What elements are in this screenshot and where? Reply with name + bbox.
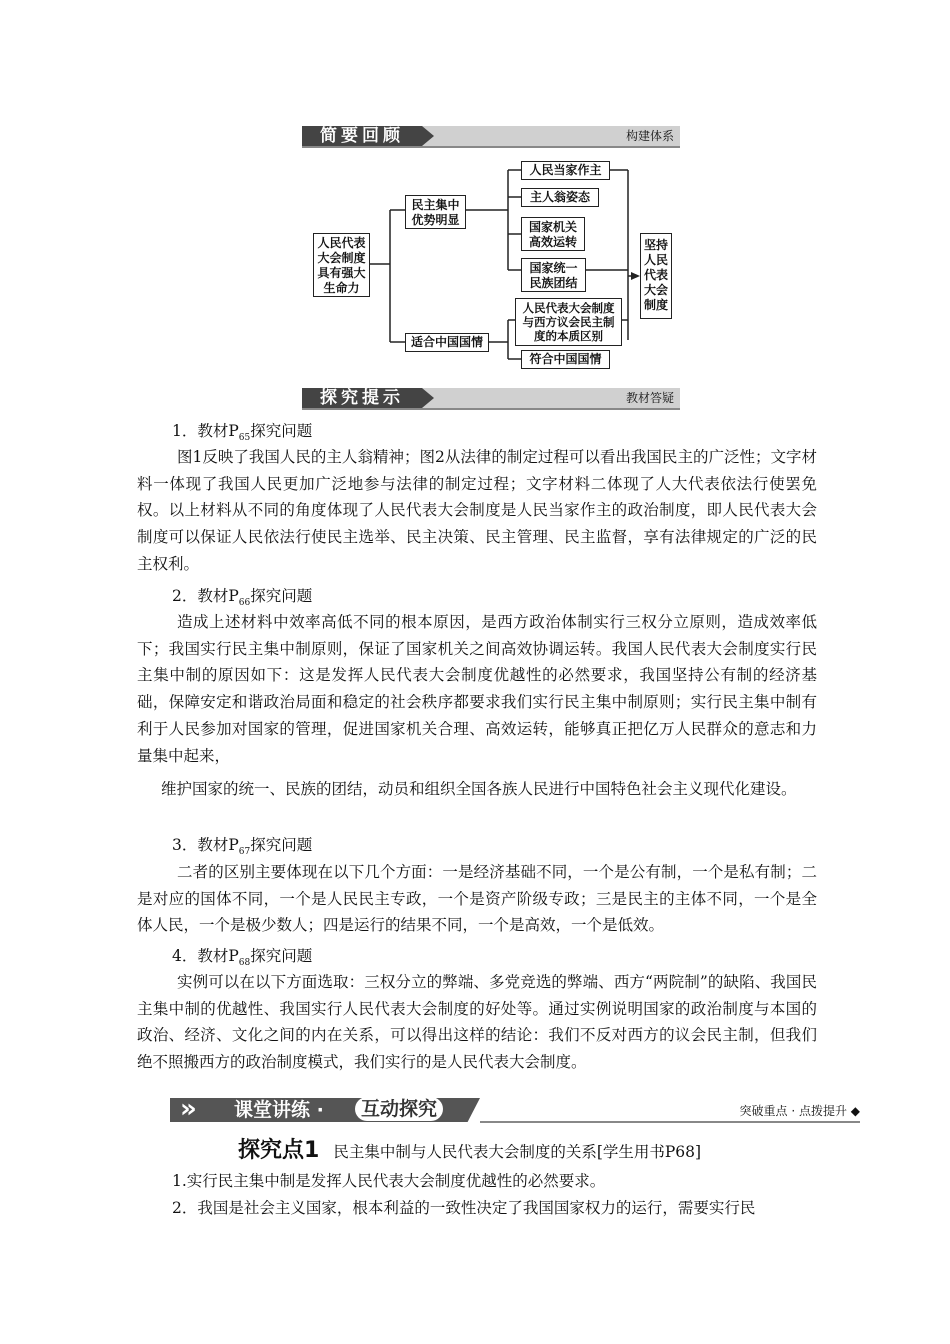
classroom-banner-pill: 互动探究 <box>355 1097 443 1121</box>
mindmap-leaf-1: 人民当家作主 <box>521 161 610 180</box>
point-1: 1.实行民主集中制是发挥人民代表大会制度优越性的必然要求。 <box>172 1172 606 1190</box>
q4-answer: 实例可以在以下方面选取：三权分立的弊端、多党竞选的弊端、西方“两院制”的缺陷、我国民主集中制的优越性、我国实行人民代表大会制度的好处等。通过实例说明国家的政治制度与本国的政治、经济、文化之间的内在关系，可以得出这样的结论：我们不反对西方的议会民主制，但我们绝不照搬西方的政治制度模式，我们实行的是人民代表大会制度。 <box>137 973 817 1072</box>
mindmap-leaf-4: 国家统一民族团结 <box>521 258 586 292</box>
q3-heading: 3．教材$P_{67}$探究问题 <box>172 836 313 858</box>
mindmap-result: 坚持人民代表大会制度 <box>640 233 672 319</box>
mindmap-leaf-3: 国家机关高效运转 <box>521 217 585 251</box>
classroom-banner-right: 突破重点 · 点拨提升 ◆ <box>739 1104 860 1118</box>
mindmap-leaf-2: 主人翁姿态 <box>521 188 599 207</box>
q3-answer: 二者的区别主要体现在以下几个方面：一是经济基础不同，一个是公有制，一个是私有制；二是对应的国体不同，一个是人民民主专政，一个是资产阶级专政；三是民主的主体不同，一个是全体人民，一个是极少数人；四是运行的结果不同，一个是高效，一个是低效。 <box>137 863 817 935</box>
q2-answer: 造成上述材料中效率高低不同的根本原因，是西方政治体制实行三权分立原则，造成效率低下；我国实行民主集中制原则，保证了国家机关之间高效协调运转。我国人民代表大会制度实行民主集中制的原因如下：这是发挥人民代表大会制度优越性的必然要求，我国坚持公有制的经济基础，保障安定和谐政治局面和稳定的社会秩序都要求我们实行民主集中制原则；实行民主集中制有利于人民参加对国家的管理，促进国家机关合理、高效运转，能够真正把亿万人民群众的意志和力量集中起来， <box>137 613 817 765</box>
explore-banner-right: 教材答疑 <box>625 391 674 405</box>
explore-banner-label: 探究提示 <box>302 388 422 408</box>
q1-answer: 图1反映了我国人民的主人翁精神；图2从法律的制定过程可以看出我国民主的广泛性；文字材料一体现了我国人民更加广泛地参与法律的制定过程；文字材料二体现了人大代表依法行使罢免权。以上材料从不同的角度体现了人民代表大会制度是人民当家作主的政治制度，即人民代表大会制度可以保证人民依法行使民主选举、民主决策、民主管理、民主监督，享有法律规定的广泛的民主权利。 <box>137 448 817 573</box>
mindmap-root: 人民代表大会制度具有强大生命力 <box>313 233 370 297</box>
mindmap-branch-democracy: 民主集中优势明显 <box>405 195 466 229</box>
classroom-banner <box>170 1094 860 1126</box>
section-subtitle: 民主集中制与人民代表大会制度的关系[学生用书P68] <box>333 1143 702 1161</box>
mindmap-leaf-6: 符合中国国情 <box>521 350 610 369</box>
chevron-right-icon: » <box>180 1094 197 1124</box>
mindmap-branch-national: 适合中国国情 <box>405 333 489 352</box>
section-heading <box>238 1136 701 1167</box>
section-title: 探究点1 <box>238 1138 320 1163</box>
review-banner-right: 构建体系 <box>625 129 674 143</box>
q1-heading: 1．教材$P_{65}$探究问题 <box>172 422 313 444</box>
q2-heading: 2．教材$P_{66}$探究问题 <box>172 587 313 609</box>
point-2: 2．我国是社会主义国家，根本利益的一致性决定了我国国家权力的运行，需要实行民 <box>172 1199 756 1217</box>
review-banner-label: 简要回顾 <box>302 126 422 146</box>
q2-answer-cont: 维护国家的统一、民族的团结，动员和组织全国各族人民进行中国特色社会主义现代化建设。 <box>161 780 797 798</box>
explore-banner <box>302 388 680 410</box>
classroom-banner-label: 课堂讲练 · <box>234 1099 324 1121</box>
mindmap-leaf-5: 人民代表大会制度与西方议会民主制度的本质区别 <box>515 298 622 346</box>
q4-heading: 4．教材$P_{68}$探究问题 <box>172 947 313 969</box>
